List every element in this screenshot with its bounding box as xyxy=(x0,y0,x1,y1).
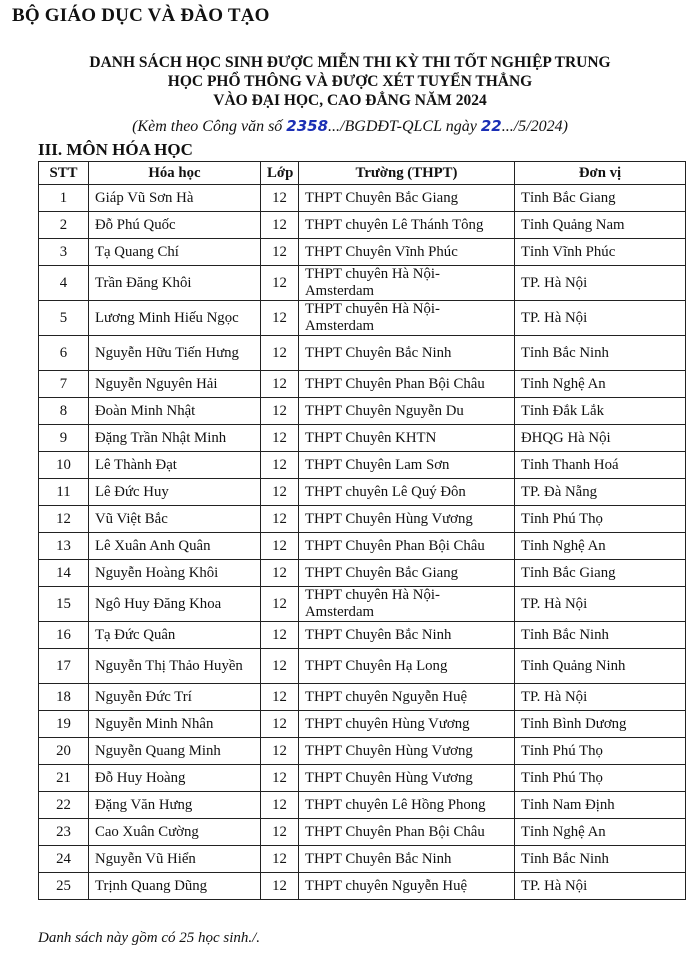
column-header-unit: Đơn vị xyxy=(515,162,686,185)
cell-name: Nguyễn Hữu Tiến Hưng xyxy=(89,336,261,371)
table-row xyxy=(39,873,686,900)
cell-grade: 12 xyxy=(261,398,299,425)
cell-name: Đoàn Minh Nhật xyxy=(89,398,261,425)
cell-stt: 2 xyxy=(39,212,89,239)
column-header-school: Trường (THPT) xyxy=(299,162,515,185)
cell-name: Nguyễn Hoàng Khôi xyxy=(89,560,261,587)
cell-stt: 3 xyxy=(39,239,89,266)
cell-stt: 19 xyxy=(39,711,89,738)
cell-stt: 4 xyxy=(39,266,89,301)
table-row xyxy=(39,792,686,819)
cell-school: THPT Chuyên Hùng Vương xyxy=(299,765,515,792)
table-row xyxy=(39,738,686,765)
cell-stt: 17 xyxy=(39,649,89,684)
table-row xyxy=(39,479,686,506)
cell-grade: 12 xyxy=(261,819,299,846)
ministry-name: BỘ GIÁO DỤC VÀ ĐÀO TẠO xyxy=(12,5,270,26)
column-header-name: Hóa học xyxy=(89,162,261,185)
cell-unit: ĐHQG Hà Nội xyxy=(515,425,686,452)
handwritten-doc-day: 22 xyxy=(480,117,502,135)
cell-name: Vũ Việt Bắc xyxy=(89,506,261,533)
cell-name: Lê Xuân Anh Quân xyxy=(89,533,261,560)
cell-grade: 12 xyxy=(261,185,299,212)
cell-grade: 12 xyxy=(261,846,299,873)
cell-stt: 11 xyxy=(39,479,89,506)
cell-stt: 7 xyxy=(39,371,89,398)
cell-stt: 8 xyxy=(39,398,89,425)
cell-unit: Tỉnh Phú Thọ xyxy=(515,738,686,765)
cell-name: Đặng Trần Nhật Minh xyxy=(89,425,261,452)
cell-name: Cao Xuân Cường xyxy=(89,819,261,846)
table-row xyxy=(39,506,686,533)
cell-stt: 10 xyxy=(39,452,89,479)
cell-school: THPT chuyên Hà Nội-Amsterdam xyxy=(299,266,515,301)
cell-school: THPT Chuyên Phan Bội Châu xyxy=(299,371,515,398)
cell-school: THPT Chuyên Bắc Ninh xyxy=(299,622,515,649)
cell-school: THPT Chuyên Phan Bội Châu xyxy=(299,533,515,560)
cell-school: THPT Chuyên Lam Sơn xyxy=(299,452,515,479)
cell-school: THPT Chuyên Phan Bội Châu xyxy=(299,819,515,846)
cell-stt: 16 xyxy=(39,622,89,649)
cell-stt: 25 xyxy=(39,873,89,900)
table-row xyxy=(39,212,686,239)
cell-grade: 12 xyxy=(261,622,299,649)
cell-school: THPT chuyên Nguyễn Huệ xyxy=(299,684,515,711)
cell-stt: 5 xyxy=(39,301,89,336)
cell-grade: 12 xyxy=(261,587,299,622)
table-row xyxy=(39,239,686,266)
cell-grade: 12 xyxy=(261,873,299,900)
cell-name: Nguyễn Nguyên Hải xyxy=(89,371,261,398)
cell-school: THPT Chuyên Bắc Ninh xyxy=(299,336,515,371)
table-row xyxy=(39,425,686,452)
table-header-row xyxy=(39,162,686,185)
cell-grade: 12 xyxy=(261,479,299,506)
reference-prefix: (Kèm theo Công văn số xyxy=(132,118,287,135)
cell-school: THPT Chuyên Bắc Giang xyxy=(299,185,515,212)
cell-stt: 9 xyxy=(39,425,89,452)
cell-grade: 12 xyxy=(261,533,299,560)
cell-unit: Tỉnh Phú Thọ xyxy=(515,765,686,792)
table-row xyxy=(39,185,686,212)
table-row xyxy=(39,301,686,336)
student-table xyxy=(38,161,686,900)
document-title xyxy=(0,53,700,110)
cell-name: Trần Đăng Khôi xyxy=(89,266,261,301)
cell-school: THPT Chuyên Hùng Vương xyxy=(299,506,515,533)
cell-stt: 15 xyxy=(39,587,89,622)
cell-unit: TP. Hà Nội xyxy=(515,301,686,336)
table-row xyxy=(39,711,686,738)
cell-unit: Tỉnh Phú Thọ xyxy=(515,506,686,533)
title-line: DANH SÁCH HỌC SINH ĐƯỢC MIỄN THI KỲ THI TỐT NGHIỆP TRUNG xyxy=(89,54,611,71)
cell-unit: Tỉnh Bình Dương xyxy=(515,711,686,738)
table-row xyxy=(39,398,686,425)
cell-school: THPT Chuyên Nguyễn Du xyxy=(299,398,515,425)
column-header-stt: STT xyxy=(39,162,89,185)
cell-grade: 12 xyxy=(261,336,299,371)
cell-grade: 12 xyxy=(261,301,299,336)
cell-stt: 20 xyxy=(39,738,89,765)
cell-stt: 12 xyxy=(39,506,89,533)
table-row xyxy=(39,819,686,846)
cell-stt: 24 xyxy=(39,846,89,873)
cell-school: THPT Chuyên Hùng Vương xyxy=(299,738,515,765)
column-header-grade: Lớp xyxy=(261,162,299,185)
cell-name: Lê Đức Huy xyxy=(89,479,261,506)
cell-unit: Tỉnh Quảng Nam xyxy=(515,212,686,239)
cell-name: Nguyễn Minh Nhân xyxy=(89,711,261,738)
cell-school: THPT Chuyên KHTN xyxy=(299,425,515,452)
table-row xyxy=(39,622,686,649)
cell-school: THPT chuyên Hùng Vương xyxy=(299,711,515,738)
section-heading: III. MÔN HÓA HỌC xyxy=(38,140,193,159)
table-row xyxy=(39,587,686,622)
cell-grade: 12 xyxy=(261,425,299,452)
cell-unit: Tỉnh Thanh Hoá xyxy=(515,452,686,479)
reference-suffix: .../5/2024) xyxy=(501,118,568,135)
cell-grade: 12 xyxy=(261,684,299,711)
cell-name: Ngô Huy Đăng Khoa xyxy=(89,587,261,622)
cell-school: THPT chuyên Lê Thánh Tông xyxy=(299,212,515,239)
table-row xyxy=(39,560,686,587)
cell-unit: Tỉnh Đắk Lắk xyxy=(515,398,686,425)
cell-unit: Tỉnh Bắc Giang xyxy=(515,560,686,587)
table-row xyxy=(39,649,686,684)
table-row xyxy=(39,846,686,873)
cell-name: Đỗ Huy Hoàng xyxy=(89,765,261,792)
reference-middle: .../BGDĐT-QLCL ngày xyxy=(328,118,481,135)
cell-unit: Tỉnh Nghệ An xyxy=(515,533,686,560)
cell-stt: 22 xyxy=(39,792,89,819)
cell-name: Nguyễn Thị Thảo Huyền xyxy=(89,649,261,684)
cell-unit: Tỉnh Nghệ An xyxy=(515,371,686,398)
cell-unit: Tỉnh Vĩnh Phúc xyxy=(515,239,686,266)
cell-name: Tạ Đức Quân xyxy=(89,622,261,649)
cell-stt: 13 xyxy=(39,533,89,560)
cell-unit: TP. Hà Nội xyxy=(515,266,686,301)
cell-name: Lê Thành Đạt xyxy=(89,452,261,479)
cell-unit: TP. Đà Nẵng xyxy=(515,479,686,506)
cell-school: THPT Chuyên Bắc Ninh xyxy=(299,846,515,873)
cell-unit: TP. Hà Nội xyxy=(515,684,686,711)
cell-grade: 12 xyxy=(261,239,299,266)
cell-unit: TP. Hà Nội xyxy=(515,587,686,622)
cell-grade: 12 xyxy=(261,371,299,398)
cell-grade: 12 xyxy=(261,452,299,479)
cell-name: Trịnh Quang Dũng xyxy=(89,873,261,900)
cell-grade: 12 xyxy=(261,649,299,684)
handwritten-doc-number: 2358 xyxy=(286,117,329,135)
cell-school: THPT Chuyên Hạ Long xyxy=(299,649,515,684)
document-reference xyxy=(0,117,700,136)
table-row xyxy=(39,452,686,479)
cell-name: Giáp Vũ Sơn Hà xyxy=(89,185,261,212)
cell-grade: 12 xyxy=(261,738,299,765)
cell-grade: 12 xyxy=(261,506,299,533)
cell-stt: 14 xyxy=(39,560,89,587)
title-line: HỌC PHỔ THÔNG VÀ ĐƯỢC XÉT TUYỂN THẲNG xyxy=(167,73,533,90)
cell-unit: Tỉnh Quảng Ninh xyxy=(515,649,686,684)
cell-name: Đặng Văn Hưng xyxy=(89,792,261,819)
cell-unit: Tỉnh Bắc Ninh xyxy=(515,336,686,371)
table-row xyxy=(39,371,686,398)
table-row xyxy=(39,533,686,560)
table-row xyxy=(39,266,686,301)
table-row xyxy=(39,765,686,792)
cell-school: THPT Chuyên Vĩnh Phúc xyxy=(299,239,515,266)
cell-stt: 6 xyxy=(39,336,89,371)
cell-name: Nguyễn Đức Trí xyxy=(89,684,261,711)
cell-unit: Tỉnh Bắc Giang xyxy=(515,185,686,212)
table-row xyxy=(39,684,686,711)
cell-unit: Tỉnh Bắc Ninh xyxy=(515,846,686,873)
cell-school: THPT chuyên Lê Hồng Phong xyxy=(299,792,515,819)
cell-grade: 12 xyxy=(261,266,299,301)
footer-note: Danh sách này gồm có 25 học sinh./. xyxy=(38,930,261,946)
cell-stt: 18 xyxy=(39,684,89,711)
cell-stt: 1 xyxy=(39,185,89,212)
cell-grade: 12 xyxy=(261,560,299,587)
cell-grade: 12 xyxy=(261,212,299,239)
cell-school: THPT chuyên Hà Nội-Amsterdam xyxy=(299,587,515,622)
title-line: VÀO ĐẠI HỌC, CAO ĐẲNG NĂM 2024 xyxy=(213,92,487,109)
cell-grade: 12 xyxy=(261,765,299,792)
cell-unit: Tỉnh Nghệ An xyxy=(515,819,686,846)
cell-name: Nguyễn Vũ Hiển xyxy=(89,846,261,873)
cell-grade: 12 xyxy=(261,792,299,819)
cell-school: THPT Chuyên Bắc Giang xyxy=(299,560,515,587)
cell-unit: TP. Hà Nội xyxy=(515,873,686,900)
cell-stt: 23 xyxy=(39,819,89,846)
table-row xyxy=(39,336,686,371)
cell-school: THPT chuyên Lê Quý Đôn xyxy=(299,479,515,506)
cell-school: THPT chuyên Hà Nội-Amsterdam xyxy=(299,301,515,336)
cell-stt: 21 xyxy=(39,765,89,792)
cell-unit: Tỉnh Bắc Ninh xyxy=(515,622,686,649)
cell-name: Đỗ Phú Quốc xyxy=(89,212,261,239)
cell-school: THPT chuyên Nguyễn Huệ xyxy=(299,873,515,900)
cell-name: Lương Minh Hiếu Ngọc xyxy=(89,301,261,336)
cell-grade: 12 xyxy=(261,711,299,738)
cell-name: Nguyễn Quang Minh xyxy=(89,738,261,765)
cell-name: Tạ Quang Chí xyxy=(89,239,261,266)
cell-unit: Tỉnh Nam Định xyxy=(515,792,686,819)
